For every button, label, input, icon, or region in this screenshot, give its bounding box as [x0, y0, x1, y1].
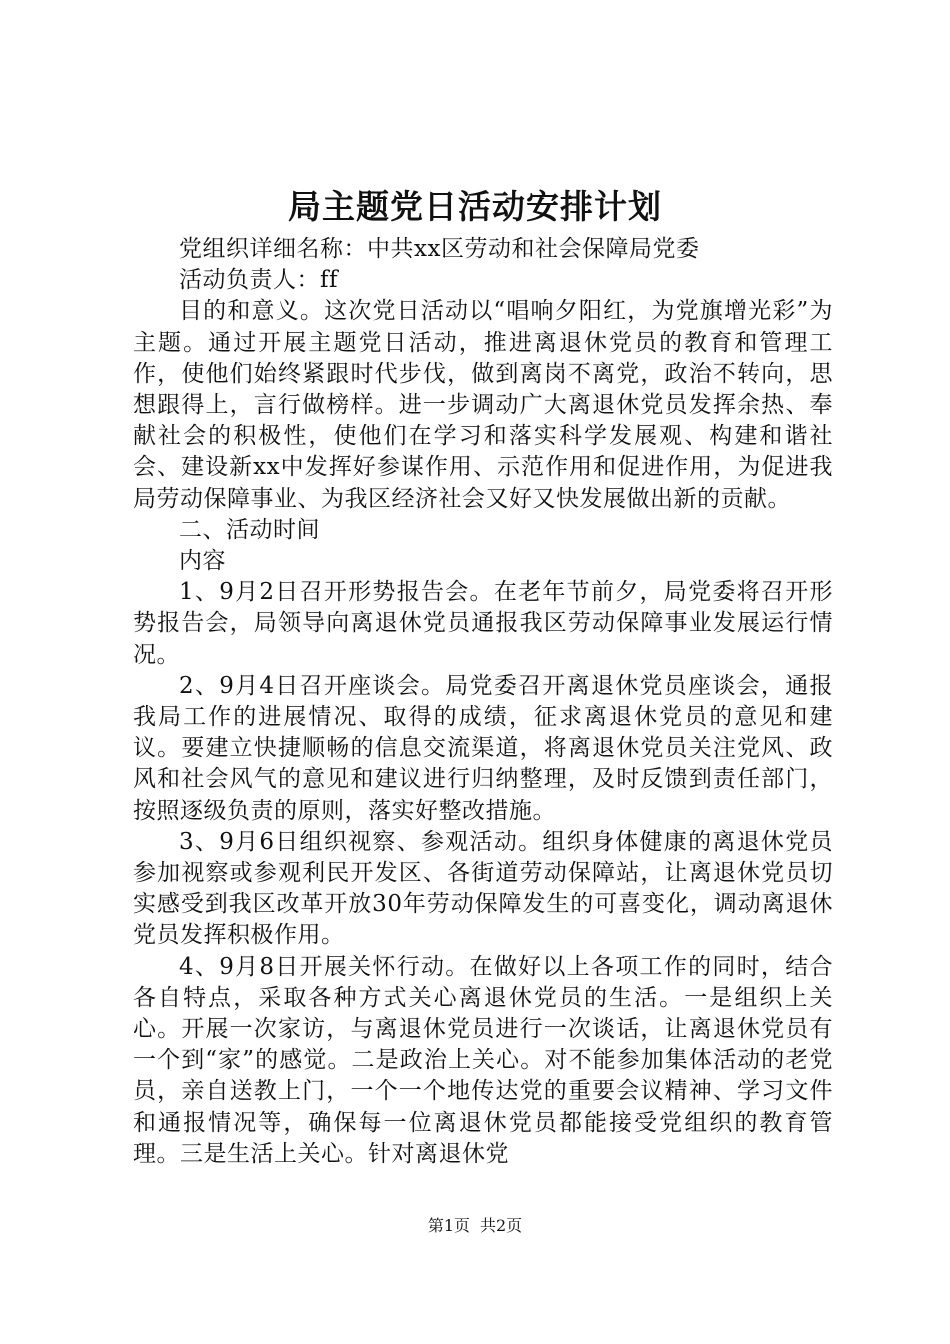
item-3-paragraph: 3、9月6日组织视察、参观活动。组织身体健康的离退休党员参加视察或参观利民开发区、各街道劳动保障站，让离退休党员切实感受到我区改革开放30年劳动保障发生的可喜变化，调动离退休党员发挥积极作用。: [133, 828, 833, 949]
item-4-paragraph: 4、9月8日开展关怀行动。在做好以上各项工作的同时，结合各自特点，采取各种方式关心离退休党员的生活。一是组织上关心。开展一次家访，与离退休党员进行一次谈话，让离退休党员有一个到“家”的感觉。二是政治上关心。对不能参加集体活动的老党员，亲自送教上门，一个一个地传达党的重要会议精神、学习文件和通报情况等，确保每一位离退休党员都能接受党组织的教育管理。三是生活上关心。针对离退休党: [133, 953, 833, 1167]
page-number-total: 共2页: [480, 1216, 523, 1235]
page-number-current: 第1页: [427, 1216, 470, 1235]
document-body: [133, 234, 833, 1170]
org-name-line: 党组织详细名称：中共xx区劳动和社会保障局党委: [179, 236, 700, 262]
page-footer: [0, 1214, 950, 1238]
document-title: 局主题党日活动安排计划: [288, 187, 662, 226]
item-2-paragraph: 2、9月4日召开座谈会。局党委召开离退休党员座谈会，通报我局工作的进展情况、取得的成绩，征求离退休党员的意见和建议。要建立快捷顺畅的信息交流渠道，将离退休党员关注党风、政风和社会风气的意见和建议进行归纳整理，及时反馈到责任部门，按照逐级负责的原则，落实好整改措施。: [133, 672, 833, 824]
purpose-paragraph: 目的和意义。这次党日活动以“唱响夕阳红，为党旗增光彩”为主题。通过开展主题党日活动，推进离退休党员的教育和管理工作，使他们始终紧跟时代步伐，做到离岗不离党，政治不转向，思想跟得上，言行做榜样。进一步调动广大离退休党员发挥余热、奉献社会的积极性，使他们在学习和落实科学发展观、构建和谐社会、建设新xx中发挥好参谋作用、示范作用和促进作用，为促进我局劳动保障事业、为我区经济社会又好又快发展做出新的贡献。: [133, 298, 833, 512]
responsible-person-line: 活动负责人：ff: [179, 267, 339, 294]
section-heading-content: 内容: [179, 548, 226, 575]
section-heading-time: 二、活动时间: [179, 516, 320, 543]
item-1-paragraph: 1、9月2日召开形势报告会。在老年节前夕，局党委将召开形势报告会，局领导向离退休党员通报我区劳动保障事业发展运行情况。: [133, 579, 833, 668]
